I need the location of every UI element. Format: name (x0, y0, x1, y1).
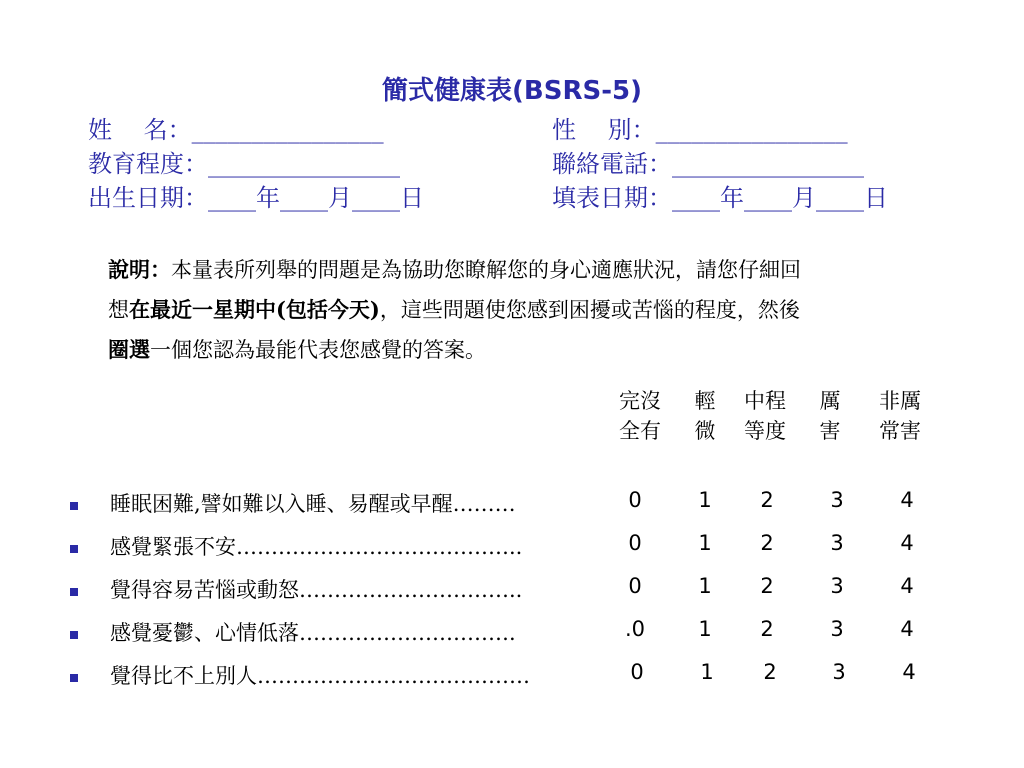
question-text: 感覺憂鬱、心情低落…………………………. (110, 621, 516, 645)
square-bullet-icon (70, 502, 78, 510)
instructions-line-2: 想在最近一星期中(包括今天)，這些問題使您感到困擾或苦惱的程度，然後 (108, 297, 800, 322)
score-option-1[interactable]: 1 (698, 574, 712, 598)
square-bullet-icon (70, 674, 78, 682)
time-frame-emphasis: 在最近一星期中(包括今天) (129, 297, 380, 322)
score-option-1[interactable]: 1 (700, 660, 714, 684)
score-option-4[interactable]: 4 (900, 531, 914, 555)
score-option-1[interactable]: 1 (698, 531, 712, 555)
form-title (0, 70, 1024, 107)
score-option-0[interactable]: 0 (628, 574, 642, 598)
question-text: 覺得比不上別人………………………………… (110, 664, 530, 688)
phone-field[interactable]: 聯絡電話：________________ (552, 150, 864, 178)
question-item (70, 488, 970, 528)
score-option-0[interactable]: .0 (624, 617, 646, 641)
score-option-3[interactable]: 3 (830, 617, 844, 641)
square-bullet-icon (70, 588, 78, 596)
score-option-3[interactable]: 3 (830, 531, 844, 555)
title-code: (BSRS-5) (512, 76, 642, 106)
score-option-4[interactable]: 4 (900, 574, 914, 598)
fill-date-field[interactable]: 填表日期：____年____月____日 (552, 184, 888, 212)
score-option-3[interactable]: 3 (830, 574, 844, 598)
score-option-4[interactable]: 4 (900, 617, 914, 641)
score-option-0[interactable]: 0 (630, 660, 644, 684)
scale-header-slight: 輕 微 (694, 389, 716, 443)
question-text: 覺得容易苦惱或動怒………………………….. (110, 578, 523, 602)
circle-emphasis: 圈選 (108, 337, 150, 362)
gender-field[interactable]: 性 別：________________ (552, 116, 848, 144)
score-option-1[interactable]: 1 (698, 488, 712, 512)
score-option-2[interactable]: 2 (763, 660, 777, 684)
scale-header-moderate: 中程 等度 (744, 389, 786, 443)
score-option-4[interactable]: 4 (900, 488, 914, 512)
question-text: 睡眠困難,譬如難以入睡、易醒或早醒……… (110, 492, 516, 516)
score-option-1[interactable]: 1 (698, 617, 712, 641)
education-field[interactable]: 教育程度：________________ (88, 150, 400, 178)
score-option-3[interactable]: 3 (832, 660, 846, 684)
question-item (70, 574, 970, 614)
instructions-label: 說明： (108, 257, 171, 282)
instructions-line-1: 說明：本量表所列舉的問題是為協助您瞭解您的身心適應狀況，請您仔細回 (108, 257, 801, 282)
score-option-2[interactable]: 2 (760, 531, 774, 555)
scale-header-very-severe: 非厲 常害 (879, 389, 921, 443)
question-item (70, 617, 970, 657)
score-option-2[interactable]: 2 (760, 617, 774, 641)
score-option-2[interactable]: 2 (760, 488, 774, 512)
score-option-2[interactable]: 2 (760, 574, 774, 598)
question-item (70, 660, 970, 700)
square-bullet-icon (70, 545, 78, 553)
scale-header-severe: 厲 害 (819, 389, 841, 443)
question-text: 感覺緊張不安………………………………….. (110, 535, 523, 559)
score-option-4[interactable]: 4 (902, 660, 916, 684)
instructions (108, 250, 978, 370)
scale-header-none: 完沒 全有 (619, 389, 661, 443)
instructions-line-3: 圈選一個您認為最能代表您感覺的答案。 (108, 337, 486, 362)
square-bullet-icon (70, 631, 78, 639)
title-chinese: 簡式健康表 (382, 76, 513, 106)
birthdate-field[interactable]: 出生日期：____年____月____日 (88, 184, 424, 212)
score-option-3[interactable]: 3 (830, 488, 844, 512)
score-option-0[interactable]: 0 (628, 488, 642, 512)
score-option-0[interactable]: 0 (628, 531, 642, 555)
name-field[interactable]: 姓 名：________________ (88, 116, 384, 144)
question-item (70, 531, 970, 571)
